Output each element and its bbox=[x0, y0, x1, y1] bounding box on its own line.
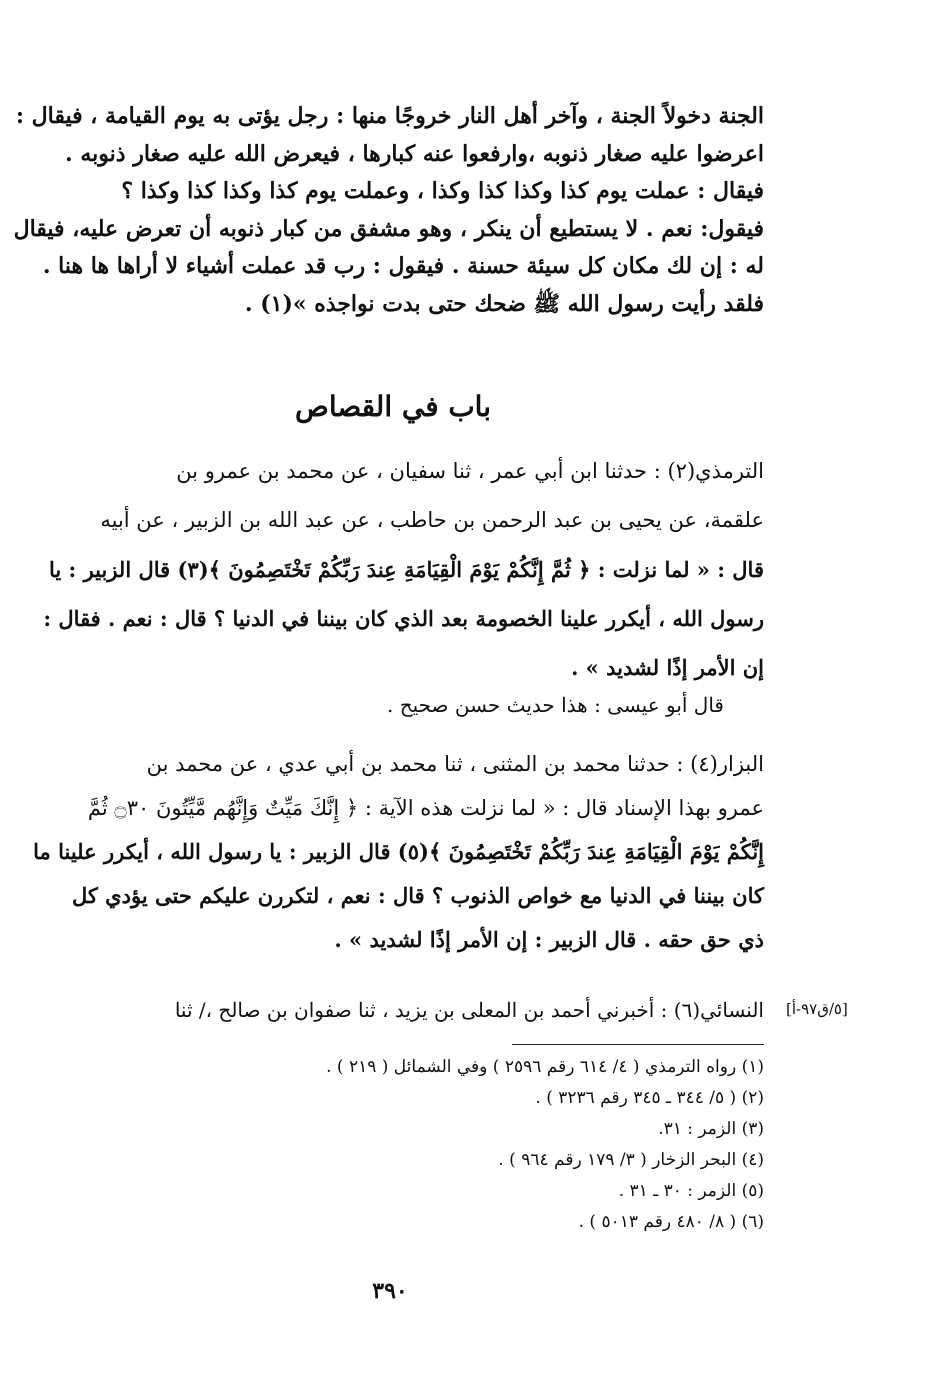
text-line: كان بيننا في الدنيا مع خواص الذنوب ؟ قال : نعم ، لتكررن عليكم حتى يؤدي كل bbox=[71, 883, 764, 908]
text-line: اعرضوا عليه صغار ذنوبه ،وارفعوا عنه كبارها ، فيعرض الله عليه صغار ذنوبه . bbox=[65, 140, 764, 167]
paragraph-abu-isa bbox=[22, 685, 764, 725]
text-line: البزار(٤) : حدثنا محمد بن المثنى ، ثنا محمد بن أبي عدي ، عن محمد بن bbox=[146, 752, 764, 776]
footnote: (٣) الزمر : ٣١. bbox=[658, 1119, 764, 1139]
text-line: فلقد رأيت رسول الله ﷺ ضحك حتى بدت نواجذه »(١) . bbox=[244, 290, 764, 317]
footnote: (٢) ( ٥/ ٣٤٤ ـ ٣٤٥ رقم ٣٢٣٦ ) . bbox=[535, 1088, 764, 1108]
manuscript-folio-note: [٥/ق٩٧-أ] bbox=[786, 1000, 848, 1018]
text-line: قال أبو عيسى : هذا حديث حسن صحيح . bbox=[386, 693, 724, 717]
paragraph-nasai bbox=[22, 990, 764, 1030]
text-line: إن الأمر إذًا لشديد » . bbox=[571, 655, 764, 680]
footnote: (٥) الزمر : ٣٠ ـ ٣١ . bbox=[618, 1181, 764, 1201]
text-line: علقمة، عن يحيى بن عبد الرحمن بن حاطب ، عن عبد الله بن الزبير ، عن أبيه bbox=[100, 508, 764, 532]
text-line: عمرو بهذا الإسناد قال : « لما نزلت هذه الآية : ﴿ إِنَّكَ مَيِّتٌ وَإِنَّهُم مَّيِّتُونَ ۝٣٠ ثُمَّ bbox=[87, 796, 764, 820]
text-line: فيقول: نعم . لا يستطيع أن ينكر ، وهو مشفق من كبار ذنوبه أن تعرض عليه، فيقال bbox=[13, 215, 764, 242]
paragraph-hadith-continuation bbox=[13, 98, 764, 323]
footnote-divider bbox=[512, 1044, 764, 1045]
text-line: النسائي(٦) : أخبرني أحمد بن المعلى بن يزيد ، ثنا صفوان بن صالح ،/ ثنا bbox=[174, 998, 764, 1022]
paragraph-tirmidhi bbox=[22, 447, 764, 692]
footnote: (٤) البحر الزخار ( ٣/ ١٧٩ رقم ٩٦٤ ) . bbox=[498, 1150, 764, 1170]
text-line: الجنة دخولاً الجنة ، وآخر أهل النار خروجًا منها : رجل يؤتى به يوم القيامة ، فيقال : bbox=[15, 103, 764, 129]
text-line: إِنَّكُمْ يَوْمَ الْقِيَامَةِ عِندَ رَبِّكُمْ تَخْتَصِمُونَ ﴾(٥) قال الزبير : يا رسول الله ، أيكرر علينا ما bbox=[33, 839, 764, 864]
footnote: (٦) ( ٨/ ٤٨٠ رقم ٥٠١٣ ) . bbox=[578, 1212, 764, 1232]
footnotes bbox=[22, 1052, 764, 1238]
text-line: له : إن لك مكان كل سيئة حسنة . فيقول : رب قد عملت أشياء لا أراها ها هنا . bbox=[42, 253, 764, 279]
footnote: (١) رواه الترمذي ( ٤/ ٦١٤ رقم ٢٥٩٦ ) وفي الشمائل ( ٢١٩ ) . bbox=[326, 1057, 764, 1077]
section-heading: باب في القصاص bbox=[294, 390, 492, 423]
page-number: ٣٩٠ bbox=[372, 1278, 408, 1304]
paragraph-bazzar bbox=[22, 742, 764, 962]
text-line: الترمذي(٢) : حدثنا ابن أبي عمر ، ثنا سفيان ، عن محمد بن عمرو بن bbox=[176, 459, 764, 483]
text-line: رسول الله ، أيكرر علينا الخصومة بعد الذي كان بيننا في الدنيا ؟ قال : نعم . فقال : bbox=[43, 606, 764, 631]
text-line: فيقال : عملت يوم كذا وكذا كذا وكذا ، وعملت يوم كذا وكذا كذا وكذا ؟ bbox=[121, 178, 764, 204]
text-line: قال : « لما نزلت : ﴿ ثُمَّ إِنَّكُمْ يَوْمَ الْقِيَامَةِ عِندَ رَبِّكُمْ تَخْتَصِمُونَ ﴾(٣) قال الزبير : يا bbox=[48, 557, 764, 582]
text-line: ذي حق حقه . قال الزبير : إن الأمر إذًا لشديد » . bbox=[334, 927, 764, 952]
